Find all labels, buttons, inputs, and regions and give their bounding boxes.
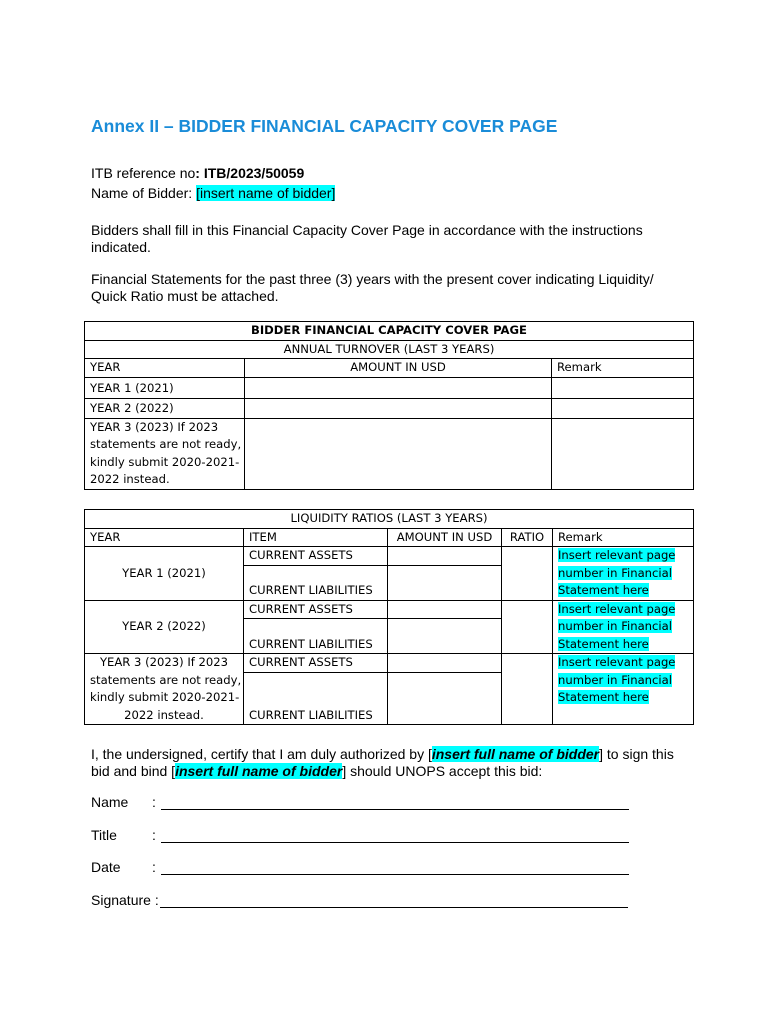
itb-value: ITB/2023/50059 <box>203 165 305 181</box>
field-colon: : <box>152 794 156 810</box>
name-field[interactable] <box>91 794 651 812</box>
turnover-table-title: BIDDER FINANCIAL CAPACITY COVER PAGE <box>85 322 694 341</box>
header-amount: AMOUNT IN USD <box>388 528 502 547</box>
year-line: statements are not ready, <box>90 672 242 687</box>
remark-placeholder: Statement here <box>558 690 649 704</box>
amount-cell[interactable] <box>245 377 552 399</box>
remark-cell <box>553 547 694 601</box>
amount-cell[interactable] <box>245 418 552 489</box>
signature-line[interactable] <box>160 907 628 908</box>
itb-reference <box>91 165 304 182</box>
field-colon: : <box>152 859 156 875</box>
bidder-name-placeholder: insert full name of bidder <box>431 746 600 762</box>
ratio-cell[interactable] <box>502 547 553 601</box>
statements-paragraph <box>91 271 654 305</box>
remark-placeholder: Statement here <box>558 583 649 597</box>
header-remark: Remark <box>552 359 694 378</box>
table-row <box>85 654 694 673</box>
instructions-paragraph <box>91 222 643 256</box>
table-row <box>85 399 694 419</box>
field-label: Title <box>91 827 117 843</box>
field-label: Name <box>91 794 129 810</box>
item-cell: CURRENT ASSETS <box>244 600 388 619</box>
certification-text: I, the undersigned, certify that I am duly authorized by [ <box>91 746 432 762</box>
itb-label: ITB reference no <box>91 165 196 181</box>
year-line: YEAR 3 (2023) If 2023 <box>90 419 219 434</box>
header-item: ITEM <box>244 528 388 547</box>
signature-field[interactable] <box>91 892 651 910</box>
amount-cell[interactable] <box>388 565 502 600</box>
instructions-line: Bidders shall fill in this Financial Capacity Cover Page in accordance with the instructions <box>91 222 643 238</box>
field-label: Signature : <box>91 892 159 908</box>
statements-line: Quick Ratio must be attached. <box>91 288 279 304</box>
certification-text: ] to sign this <box>599 746 674 762</box>
remark-cell[interactable] <box>552 418 694 489</box>
year-cell <box>85 654 244 725</box>
remark-placeholder: Insert relevant page <box>558 601 676 616</box>
remark-placeholder: number in Financial <box>558 565 672 580</box>
year-line: 2022 instead. <box>90 472 170 486</box>
signature-line[interactable] <box>161 874 629 875</box>
header-year: YEAR <box>85 528 244 547</box>
table-row <box>85 418 694 489</box>
bidder-label: Name of Bidder: <box>91 185 197 201</box>
amount-cell[interactable] <box>245 399 552 419</box>
amount-cell[interactable] <box>388 547 502 566</box>
remark-cell[interactable] <box>552 399 694 419</box>
amount-cell[interactable] <box>388 600 502 619</box>
remark-placeholder: number in Financial <box>558 619 672 633</box>
instructions-line: indicated. <box>91 239 151 255</box>
itb-colon: : <box>195 165 204 181</box>
item-cell: CURRENT LIABILITIES <box>244 619 388 654</box>
remark-cell[interactable] <box>552 377 694 399</box>
remark-cell <box>553 654 694 725</box>
date-field[interactable] <box>91 859 651 877</box>
certification-text: ] should UNOPS accept this bid: <box>342 763 543 779</box>
year-cell <box>85 418 245 489</box>
header-ratio: RATIO <box>502 528 553 547</box>
ratio-cell[interactable] <box>502 600 553 654</box>
header-year: YEAR <box>85 359 245 378</box>
year-cell: YEAR 1 (2021) <box>85 377 245 399</box>
remark-placeholder: Insert relevant page <box>558 548 676 562</box>
field-colon: : <box>152 827 156 843</box>
bidder-name <box>91 185 335 202</box>
table-row <box>85 547 694 566</box>
liquidity-table-title: LIQUIDITY RATIOS (LAST 3 YEARS) <box>85 510 694 529</box>
title-field[interactable] <box>91 827 651 845</box>
table-row <box>85 377 694 399</box>
item-cell: CURRENT LIABILITIES <box>244 672 388 724</box>
item-cell: CURRENT ASSETS <box>244 654 388 673</box>
item-cell: CURRENT ASSETS <box>244 547 388 566</box>
remark-placeholder: number in Financial <box>558 672 672 687</box>
year-line: 2022 instead. <box>124 707 204 722</box>
year-cell: YEAR 1 (2021) <box>85 547 244 601</box>
year-cell: YEAR 2 (2022) <box>85 600 244 654</box>
year-line: statements are not ready, <box>90 437 242 451</box>
liquidity-table <box>84 509 694 725</box>
certification-text: bid and bind [ <box>91 763 176 779</box>
bidder-placeholder: [insert name of bidder] <box>196 185 336 201</box>
remark-placeholder: Statement here <box>558 636 649 651</box>
year-line: kindly submit 2020-2021- <box>90 690 240 704</box>
turnover-table <box>84 321 694 490</box>
item-cell: CURRENT LIABILITIES <box>244 565 388 600</box>
turnover-table-subtitle: ANNUAL TURNOVER (LAST 3 YEARS) <box>85 340 694 359</box>
certification-paragraph <box>91 746 674 780</box>
field-label: Date <box>91 859 121 875</box>
amount-cell[interactable] <box>388 654 502 673</box>
header-amount: AMOUNT IN USD <box>245 359 552 378</box>
year-cell: YEAR 2 (2022) <box>85 399 245 419</box>
document-title: Annex II – BIDDER FINANCIAL CAPACITY COVER PAGE <box>91 116 558 136</box>
table-row <box>85 600 694 619</box>
signature-line[interactable] <box>161 842 629 843</box>
remark-cell <box>553 600 694 654</box>
ratio-cell[interactable] <box>502 654 553 725</box>
year-line: kindly submit 2020-2021- <box>90 454 240 469</box>
bidder-name-placeholder: insert full name of bidder <box>175 763 343 779</box>
year-line: YEAR 3 (2023) If 2023 <box>99 655 229 669</box>
statements-line: Financial Statements for the past three (3) years with the present cover indicating Liquidity/ <box>91 271 654 287</box>
signature-line[interactable] <box>161 809 629 810</box>
amount-cell[interactable] <box>388 672 502 724</box>
remark-placeholder: Insert relevant page <box>558 655 676 669</box>
header-remark: Remark <box>553 528 694 547</box>
amount-cell[interactable] <box>388 619 502 654</box>
